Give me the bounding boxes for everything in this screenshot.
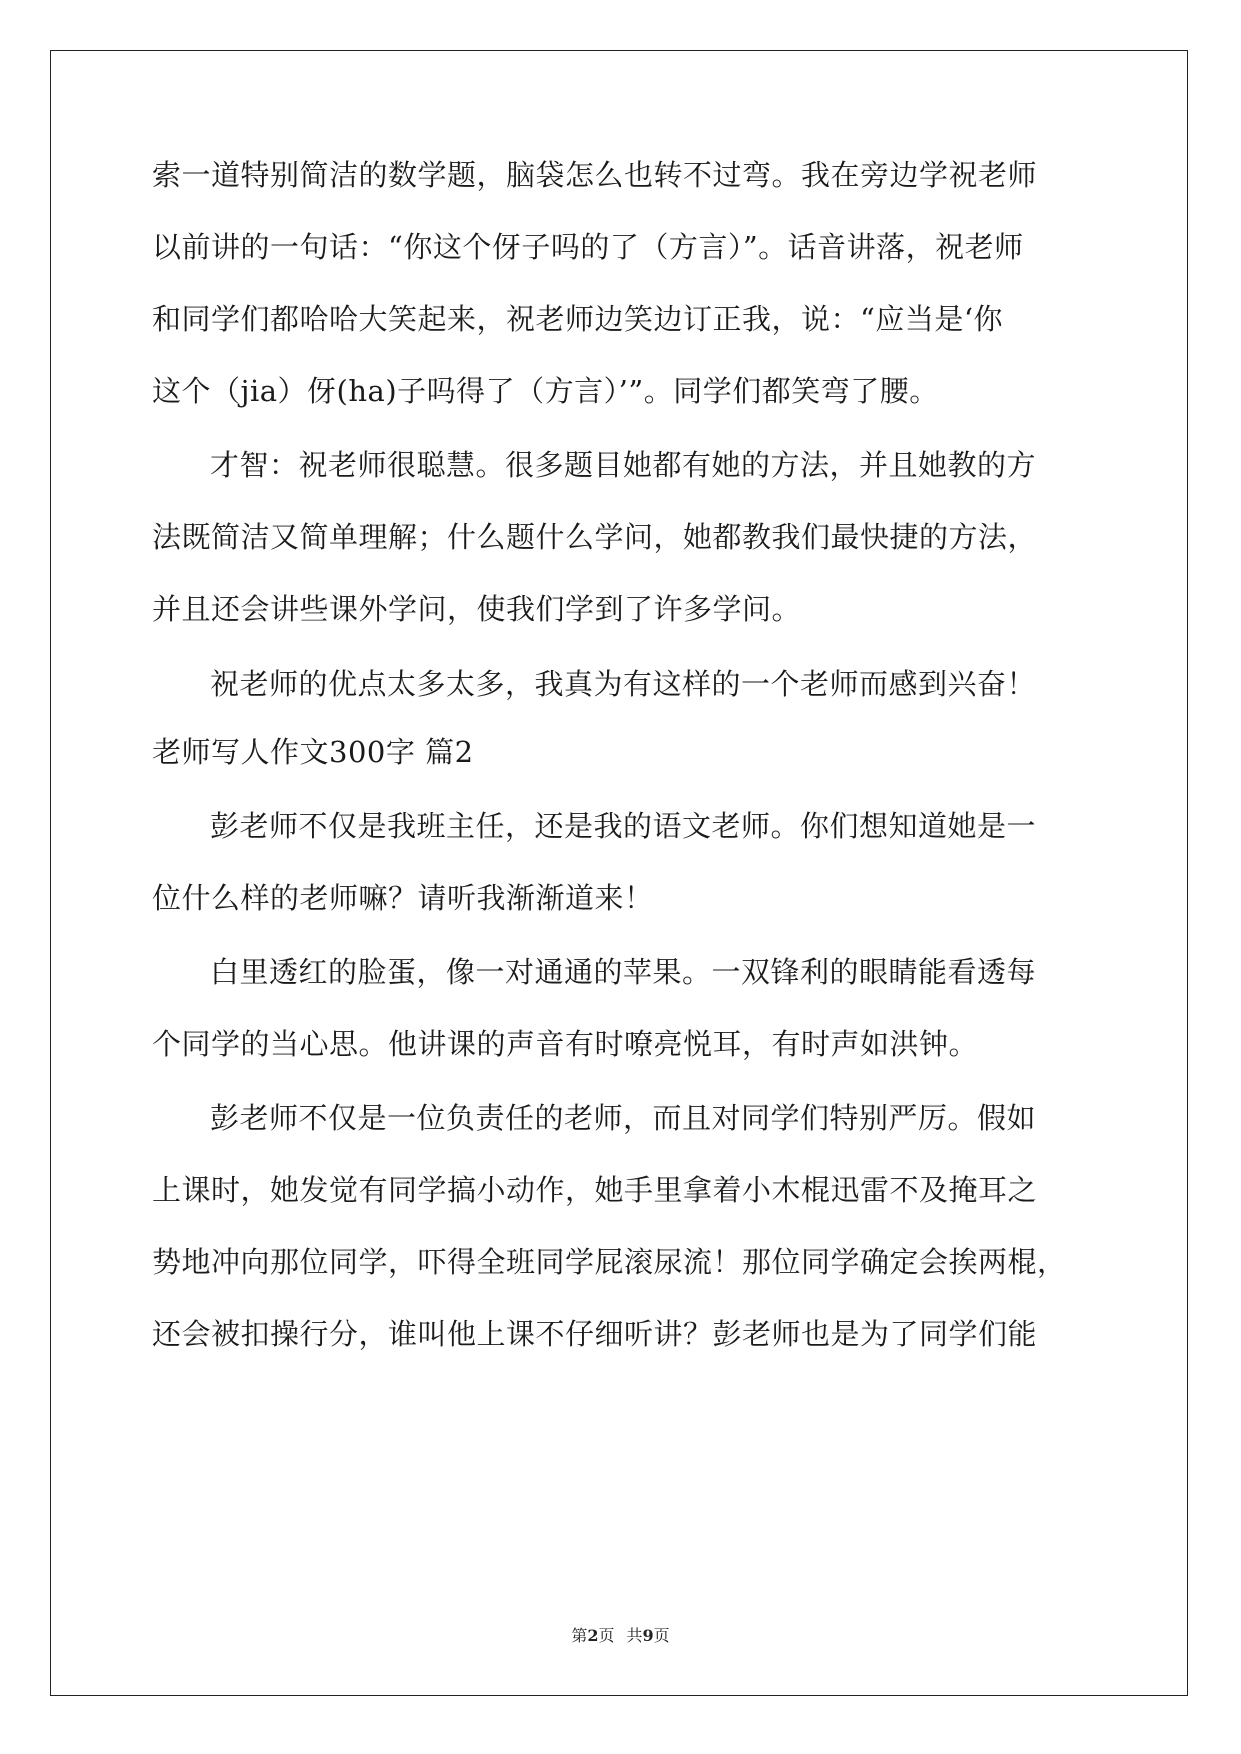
text-line: 上课时，她发觉有同学搞小动作，她手里拿着小木棍迅雷不及掩耳之 [152, 1173, 1038, 1207]
text-line: 势地冲向那位同学，吓得全班同学屁滚尿流！那位同学确定会挨两棍， [152, 1245, 1067, 1279]
text-line: 位什么样的老师嘛？请听我渐渐道来！ [152, 881, 654, 915]
text-line: 和同学们都哈哈大笑起来，祝老师边笑边订正我，说：“应当是‘你 [152, 302, 1004, 336]
text-line: 个同学的当心思。他讲课的声音有时嘹亮悦耳，有时声如洪钟。 [152, 1027, 979, 1061]
section-heading: 老师写人作文300字 篇2 [152, 735, 474, 769]
text-line: 以前讲的一句话：“你这个伢子吗的了（方言）”。话音讲落，祝老师 [152, 230, 1024, 264]
paragraph-start-line: 才智：祝老师很聪慧。很多题目她都有她的方法，并且她教的方 [210, 448, 1037, 482]
text-line: 这个（jia）伢(ha)子吗得了（方言）’”。同学们都笑弯了腰。 [152, 374, 939, 408]
paragraph-start-line: 白里透红的脸蛋，像一对通通的苹果。一双锋利的眼睛能看透每 [210, 955, 1037, 989]
paragraph-start-line: 彭老师不仅是一位负责任的老师，而且对同学们特别严厉。假如 [210, 1101, 1037, 1135]
page-total: 共9页 [626, 1626, 670, 1645]
page-number: 第2页 [571, 1626, 615, 1645]
text-line: 索一道特别简洁的数学题，脑袋怎么也转不过弯。我在旁边学祝老师 [152, 158, 1038, 192]
text-line: 并且还会讲些课外学问，使我们学到了许多学问。 [152, 592, 802, 626]
page-footer [0, 1623, 1241, 1646]
text-line: 法既简洁又简单理解；什么题什么学问，她都教我们最快捷的方法， [152, 520, 1038, 554]
paragraph-start-line: 彭老师不仅是我班主任，还是我的语文老师。你们想知道她是一 [210, 809, 1037, 843]
page-border [50, 50, 1188, 1696]
paragraph-start-line: 祝老师的优点太多太多，我真为有这样的一个老师而感到兴奋！ [210, 667, 1037, 701]
text-line: 还会被扣操行分，谁叫他上课不仔细听讲？彭老师也是为了同学们能 [152, 1317, 1038, 1351]
